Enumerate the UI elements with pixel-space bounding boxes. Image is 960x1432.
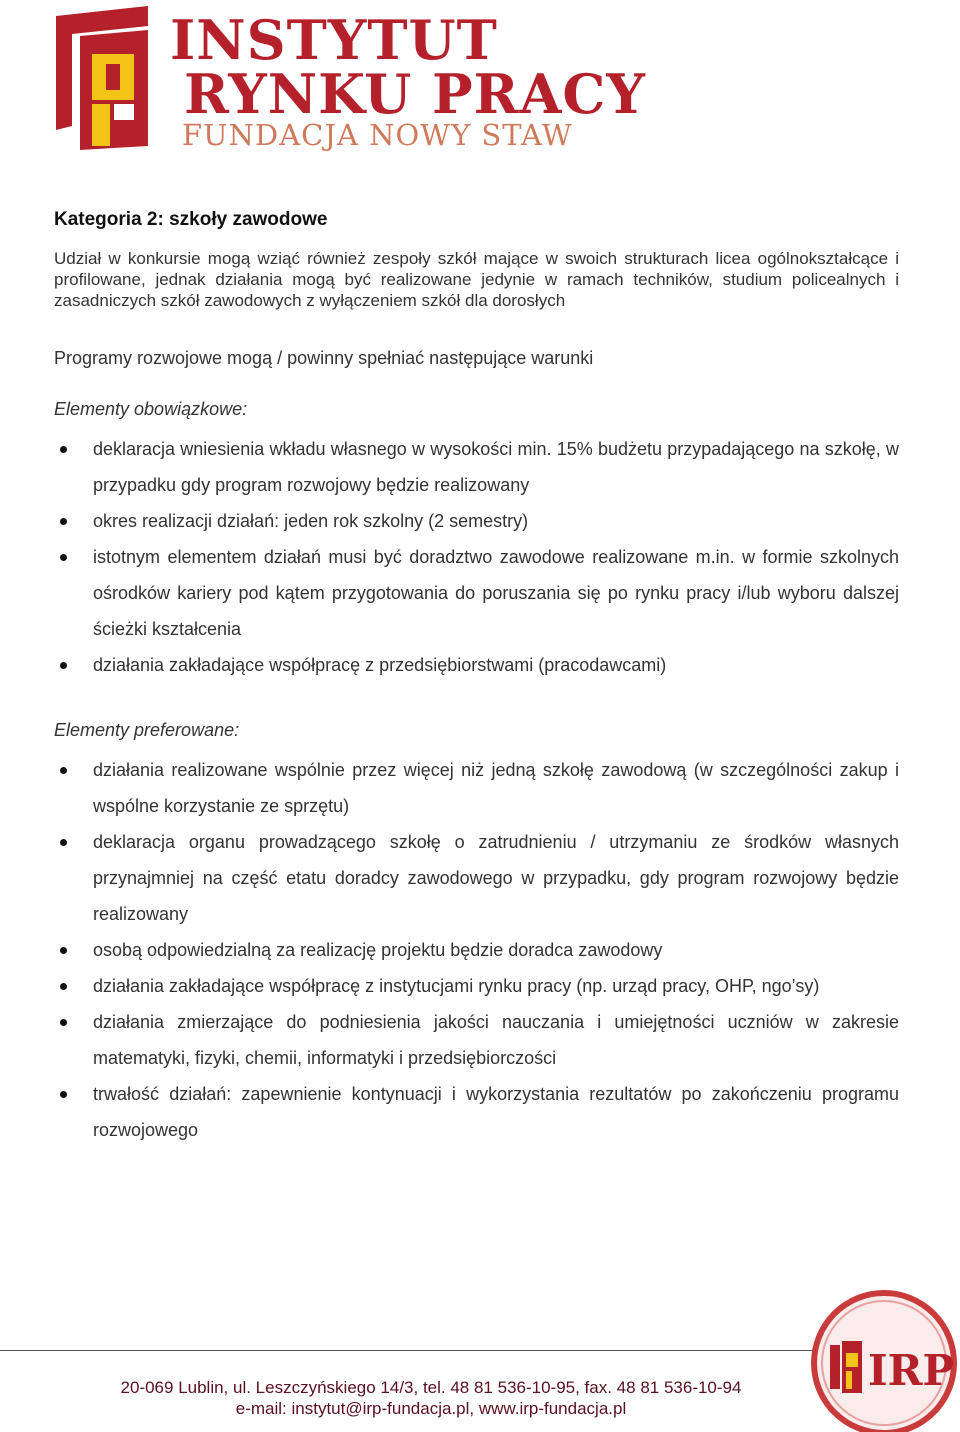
list-item-text: działania zakładające współpracę z instytucjami rynku pracy (np. urząd pracy, OHP, ngo’sy) bbox=[93, 976, 820, 996]
bullet-icon bbox=[60, 518, 67, 525]
list-item-text: deklaracja organu prowadzącego szkołę o zatrudnieniu / utrzymaniu ze środków własnych przynajmniej na część etatu doradcy zawodowego w przypadku, gdy program rozwojowy będzie realizowany bbox=[93, 832, 899, 924]
list-item bbox=[54, 1004, 899, 1076]
list-item-text: działania realizowane wspólnie przez więcej niż jedną szkołę zawodową (w szczególności zakup i wspólne korzystanie ze sprzętu) bbox=[93, 760, 899, 816]
logo-house-icon bbox=[52, 6, 164, 150]
seal-text: IRP bbox=[868, 1346, 955, 1395]
footer-divider bbox=[0, 1350, 815, 1351]
footer-address: 20-069 Lublin, ul. Leszczyńskiego 14/3, tel. 48 81 536-10-95, fax. 48 81 536-10-94 bbox=[120, 1378, 742, 1397]
list-item-text: deklaracja wniesienia wkładu własnego w wysokości min. 15% budżetu przypadającego na szkołę, w przypadku gdy program rozwojowy będzie realizowany bbox=[93, 439, 899, 495]
list-item bbox=[54, 431, 899, 503]
list-item bbox=[54, 1076, 899, 1148]
list-item bbox=[54, 539, 899, 647]
document-body bbox=[54, 207, 899, 1148]
list-item-text: działania zmierzające do podniesienia jakości nauczania i umiejętności uczniów w zakresie matematyki, fizyki, chemii, informatyki i przedsiębiorczości bbox=[93, 1012, 899, 1068]
mandatory-list bbox=[54, 431, 899, 683]
preferred-heading: Elementy preferowane: bbox=[54, 720, 240, 740]
bullet-icon bbox=[60, 983, 67, 990]
list-item bbox=[54, 932, 899, 968]
irp-seal-logo bbox=[808, 1287, 960, 1432]
bullet-icon bbox=[60, 554, 67, 561]
category-title: Kategoria 2: szkoły zawodowe bbox=[54, 209, 328, 230]
category-intro: Udział w konkursie mogą wziąć również zespoły szkół mające w swoich strukturach licea ogólnokształcące i profilowane, jednak działania mogą być realizowane jedynie w ramach techników, studium policealnych i zasadniczych szkół zawodowych z wyłączeniem szkół dla dorosłych bbox=[54, 249, 899, 310]
logo-line-1: INSTYTUT bbox=[170, 8, 498, 72]
list-item bbox=[54, 647, 899, 683]
list-item-text: trwałość działań: zapewnienie kontynuacji i wykorzystania rezultatów po zakończeniu programu rozwojowego bbox=[93, 1084, 899, 1140]
list-item bbox=[54, 968, 899, 1004]
mandatory-heading: Elementy obowiązkowe: bbox=[54, 399, 248, 419]
list-item bbox=[54, 824, 899, 932]
bullet-icon bbox=[60, 446, 67, 453]
bullet-icon bbox=[60, 662, 67, 669]
bullet-icon bbox=[60, 1019, 67, 1026]
bullet-icon bbox=[60, 947, 67, 954]
list-item-text: okres realizacji działań: jeden rok szkolny (2 semestry) bbox=[93, 511, 529, 531]
logo-line-2: RYNKU PRACY bbox=[184, 62, 646, 126]
institute-logo bbox=[52, 6, 646, 152]
bullet-icon bbox=[60, 767, 67, 774]
list-item-text: osobą odpowiedzialną za realizację projektu będzie doradca zawodowy bbox=[93, 940, 663, 960]
list-item bbox=[54, 752, 899, 824]
footer-contact: e-mail: instytut@irp-fundacja.pl, www.irp-fundacja.pl bbox=[235, 1399, 627, 1418]
list-item-text: istotnym elementem działań musi być doradztwo zawodowe realizowane m.in. w formie szkolnych ośrodków kariery pod kątem przygotowania do poruszania się po rynku pracy i/lub wyboru dalszej ścieżki kształcenia bbox=[93, 547, 899, 639]
list-item-text: działania zakładające współpracę z przedsiębiorstwami (pracodawcami) bbox=[93, 655, 667, 675]
preferred-list bbox=[54, 752, 899, 1148]
bullet-icon bbox=[60, 839, 67, 846]
list-item bbox=[54, 503, 899, 539]
bullet-icon bbox=[60, 1091, 67, 1098]
logo-line-3: FUNDACJA NOWY STAW bbox=[182, 118, 573, 152]
footer bbox=[0, 1377, 862, 1419]
programs-heading: Programy rozwojowe mogą / powinny spełniać następujące warunki bbox=[54, 348, 594, 368]
